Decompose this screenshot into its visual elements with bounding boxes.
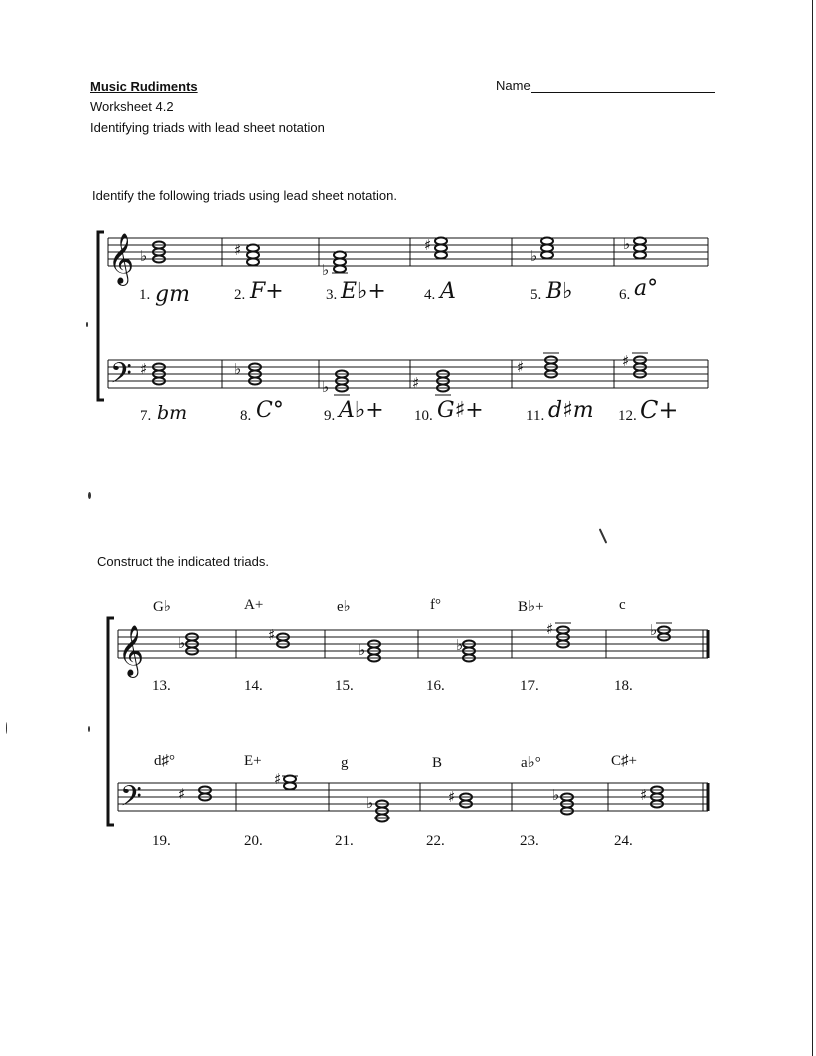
sharp-icon: ♯ xyxy=(140,360,148,378)
scan-speck xyxy=(88,492,91,499)
item-number: 13. xyxy=(152,678,171,694)
answer-text: B♭ xyxy=(546,279,573,304)
item-number: 1. xyxy=(139,287,151,303)
flat-icon: ♭ xyxy=(234,360,242,378)
item-number: 2. xyxy=(234,287,246,303)
chord-label: g xyxy=(341,755,349,771)
sharp-icon: ♯ xyxy=(546,620,554,638)
item-number: 8. xyxy=(240,408,252,424)
item-number: 18. xyxy=(614,678,633,694)
item-number: 6. xyxy=(619,287,631,303)
answer-text: bm xyxy=(157,402,188,424)
item-number: 19. xyxy=(152,833,171,849)
chord-2 xyxy=(247,245,259,266)
worksheet-subtitle: Identifying triads with lead sheet notation xyxy=(90,120,325,135)
item-number: 5. xyxy=(530,287,542,303)
item-number: 22. xyxy=(426,833,445,849)
chord-label: C♯+ xyxy=(611,753,637,769)
staff-2-treble xyxy=(118,630,708,658)
chord-label: G♭ xyxy=(153,599,171,615)
flat-icon: ♭ xyxy=(322,378,330,396)
treble-clef-icon: 𝄞 xyxy=(118,625,145,676)
item-number: 10. xyxy=(414,408,433,424)
sharp-icon: ♯ xyxy=(424,236,432,254)
item-number: 24. xyxy=(614,833,633,849)
answer-text: C+ xyxy=(640,396,679,424)
item-number: 20. xyxy=(244,833,263,849)
item-number: 4. xyxy=(424,287,436,303)
answer-text: F+ xyxy=(250,279,284,304)
sharp-icon: ♯ xyxy=(622,352,630,370)
answer-text: A xyxy=(440,279,456,304)
staff-1-bass xyxy=(108,360,708,388)
ledger-lines xyxy=(282,273,672,818)
flat-icon: ♭ xyxy=(366,794,374,812)
item-number: 15. xyxy=(335,678,354,694)
flat-icon: ♭ xyxy=(358,641,366,659)
bass-clef-icon: 𝄢 xyxy=(120,780,142,820)
chord-22 xyxy=(460,794,472,808)
sharp-icon: ♯ xyxy=(274,770,282,788)
flat-icon: ♭ xyxy=(178,634,186,652)
system2-bracket xyxy=(108,618,114,825)
scan-speck xyxy=(86,322,88,327)
answer-text: d♯m xyxy=(548,398,594,423)
system1-bracket xyxy=(98,232,104,400)
scan-speck xyxy=(88,726,90,732)
name-label: Name xyxy=(496,78,531,93)
item-number: 21. xyxy=(335,833,354,849)
chord-label: a♭° xyxy=(521,755,541,771)
item-number: 17. xyxy=(520,678,539,694)
flat-icon: ♭ xyxy=(623,235,631,253)
flat-icon: ♭ xyxy=(456,636,464,654)
chord-20 xyxy=(284,776,296,790)
section2-instruction: Construct the indicated triads. xyxy=(97,554,269,569)
answer-text: G♯+ xyxy=(437,398,484,423)
chord-3 xyxy=(334,252,346,273)
section1-treble-chords xyxy=(153,238,646,273)
flat-icon: ♭ xyxy=(552,786,560,804)
chord-label: c xyxy=(619,597,626,613)
answer-text: a° xyxy=(634,276,659,301)
chord-label: B♭+ xyxy=(518,599,544,615)
item-number: 16. xyxy=(426,678,445,694)
chord-5 xyxy=(541,238,553,259)
sharp-icon: ♯ xyxy=(412,374,420,392)
sharp-icon: ♯ xyxy=(268,626,276,644)
bass-clef-icon: 𝄢 xyxy=(110,357,132,397)
chord-label: f° xyxy=(430,597,441,613)
item-number: 11. xyxy=(526,408,545,424)
section1-instruction: Identify the following triads using lead sheet notation. xyxy=(92,188,397,203)
chord-4 xyxy=(435,238,447,259)
section2-bass-chords xyxy=(199,776,663,822)
answer-text: gm xyxy=(155,282,190,307)
chord-14 xyxy=(277,634,289,648)
answer-text: A♭+ xyxy=(339,398,384,423)
chord-label: A+ xyxy=(244,597,264,613)
flat-icon: ♭ xyxy=(530,247,538,265)
flat-icon: ♭ xyxy=(322,261,330,279)
chord-label: d♯° xyxy=(154,753,175,769)
flat-icon: ♭ xyxy=(140,247,148,265)
chord-label: e♭ xyxy=(337,599,351,615)
item-number: 3. xyxy=(326,287,338,303)
worksheet-number: Worksheet 4.2 xyxy=(90,99,174,114)
item-number: 12. xyxy=(618,408,637,424)
item-number: 7. xyxy=(140,408,152,424)
staff-1-treble xyxy=(108,238,708,266)
sharp-icon: ♯ xyxy=(234,241,242,259)
chord-19 xyxy=(199,787,211,801)
page-title: Music Rudiments xyxy=(90,79,198,94)
sharp-icon: ♯ xyxy=(448,788,456,806)
item-number: 23. xyxy=(520,833,539,849)
flat-icon: ♭ xyxy=(650,621,658,639)
treble-clef-icon: 𝄞 xyxy=(108,233,135,284)
item-number: 14. xyxy=(244,678,263,694)
sharp-icon: ♯ xyxy=(178,785,186,803)
sharp-icon: ♯ xyxy=(640,786,648,804)
chord-label: E+ xyxy=(244,753,262,769)
scan-speck xyxy=(6,722,7,734)
sharp-icon: ♯ xyxy=(517,358,525,376)
item-number: 9. xyxy=(324,408,336,424)
chord-label: B xyxy=(432,755,443,771)
chord-18 xyxy=(658,627,670,641)
answer-text: E♭+ xyxy=(341,279,386,304)
chord-6 xyxy=(634,238,646,259)
answer-text: C° xyxy=(256,398,284,423)
